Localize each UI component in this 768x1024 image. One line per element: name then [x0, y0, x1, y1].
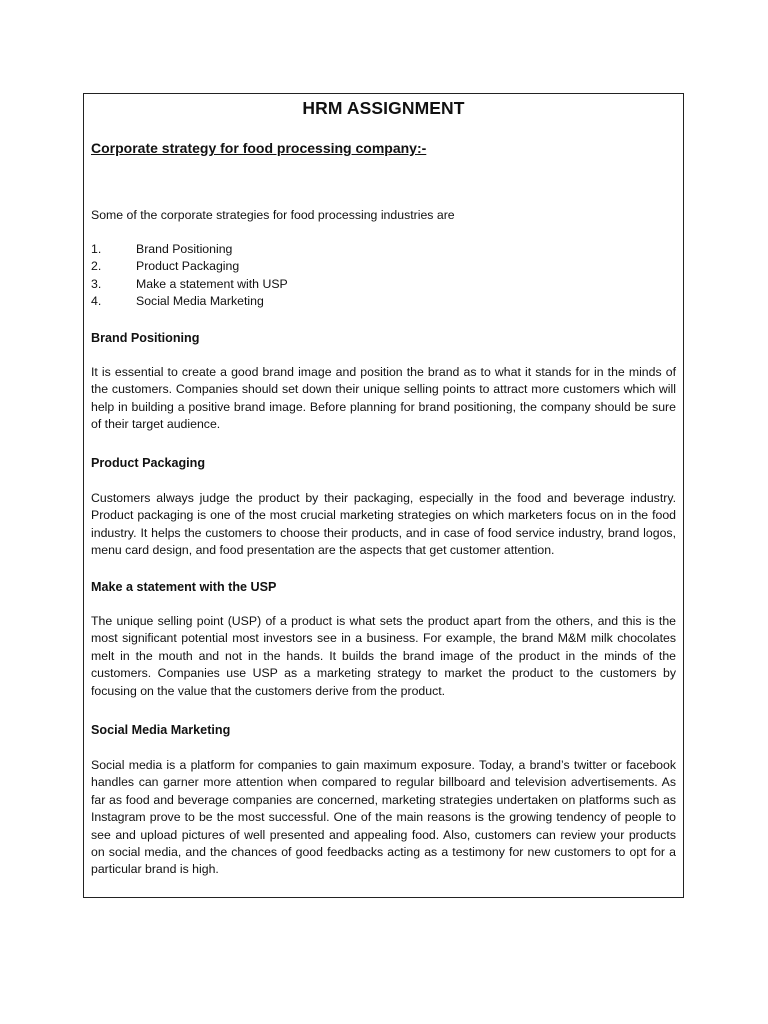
- section-body-brand-positioning: It is essential to create a good brand image and position the brand as to what it stands for in the minds of the customers. Companies should set down their unique selling points to attract more customers which will help in building a positive brand image. Before planning for brand positioning, the company should be sure of their target audience.: [91, 365, 676, 432]
- list-item: [91, 276, 288, 293]
- list-item-label: Product Packaging: [136, 259, 240, 274]
- section-body-usp: The unique selling point (USP) of a product is what sets the product apart from the others, and this is the most significant potential most investors see in a business. For example, the brand M&M milk chocolates melt in the mouth and not in the hands. It builds the brand image of the product in the minds of the customers. Companies use USP as a marketing strategy to market the product to the customers by focusing on the value that the customers derive from the product.: [91, 614, 676, 698]
- strategy-list: [91, 241, 288, 311]
- list-item: [91, 258, 288, 275]
- document-subtitle: Corporate strategy for food processing company:-: [91, 140, 427, 156]
- list-item: [91, 241, 288, 258]
- list-item-number: 1.: [91, 242, 102, 256]
- list-item-number: 3.: [91, 276, 102, 291]
- section-heading-brand-positioning: Brand Positioning: [91, 331, 200, 345]
- section-body-product-packaging: Customers always judge the product by their packaging, especially in the food and beverage industry. Product packaging is one of the most crucial marketing strategies on which marketers focus on in the food industry. It helps the customers to choose their products, and in case of food service industry, brand logos, menu card design, and food presentation are the aspects that get customer attention.: [91, 491, 676, 558]
- section-heading-social-media: Social Media Marketing: [91, 723, 231, 737]
- section-heading-product-packaging: Product Packaging: [91, 456, 206, 470]
- list-item-number: 4.: [91, 294, 102, 309]
- section-body-social-media: Social media is a platform for companies to gain maximum exposure. Today, a brand’s twitter or facebook handles can garner more attention when compared to regular billboard and television advertisements. As far as food and beverage companies are concerned, marketing strategies undertaken on platforms such as Instagram prove to be the most successful. One of the main reasons is the growing tendency of people to see and upload pictures of well presented and appealing food. Also, customers can review your products on social media, and the chances of good feedbacks acting as a testimony for new customers to opt for a particular brand is high.: [91, 758, 676, 877]
- list-item-number: 2.: [91, 259, 102, 274]
- list-item-label: Social Media Marketing: [136, 294, 264, 309]
- document-title: HRM ASSIGNMENT: [302, 98, 465, 118]
- list-item-label: Make a statement with USP: [136, 276, 288, 291]
- list-item-label: Brand Positioning: [136, 242, 233, 256]
- intro-text: Some of the corporate strategies for food processing industries are: [91, 208, 455, 222]
- document-frame: [83, 93, 684, 898]
- section-heading-usp: Make a statement with the USP: [91, 580, 277, 594]
- list-item: [91, 293, 288, 310]
